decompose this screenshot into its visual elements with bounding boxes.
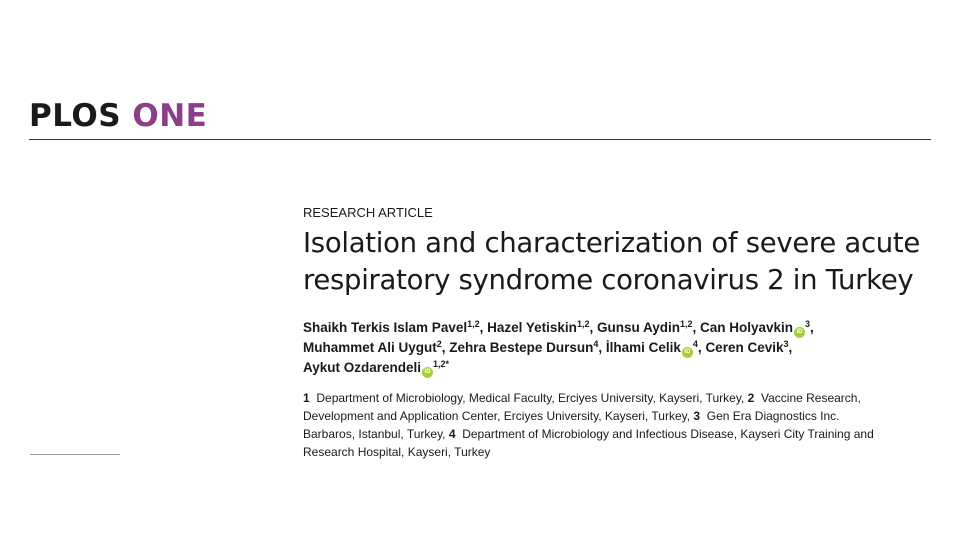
orcid-icon[interactable]: iD bbox=[794, 327, 805, 338]
author-name: Ceren Cevik bbox=[705, 340, 784, 355]
sidebar-divider bbox=[30, 454, 120, 455]
author-name: Zehra Bestepe Dursun bbox=[449, 340, 594, 355]
affiliation-text-part-b: Development and Application Center, Erciyes University, Kayseri, Turkey, bbox=[303, 409, 691, 423]
journal-logo bbox=[29, 96, 207, 136]
author-affiliation: 1,2 bbox=[576, 319, 590, 329]
logo-one: ONE bbox=[132, 98, 208, 134]
author-name: Muhammet Ali Uygut bbox=[303, 340, 437, 355]
author-line-3 bbox=[303, 358, 943, 378]
author-affiliation: 1,2 bbox=[467, 319, 480, 329]
author-name: Gunsu Aydin bbox=[596, 320, 680, 335]
author-affiliation-numbers: 1,2 bbox=[433, 359, 446, 369]
affiliation-line-1 bbox=[303, 389, 943, 407]
affiliation-number: 3 bbox=[693, 409, 701, 423]
author-affiliation: 1,2 bbox=[679, 319, 693, 329]
author-list bbox=[303, 318, 943, 378]
affiliation-text-part-a: Department of Microbiology and Infectious Disease, Kayseri City Training and bbox=[462, 427, 874, 441]
author-affiliation: 3 bbox=[783, 339, 789, 349]
affiliation-number: 4 bbox=[448, 427, 456, 441]
orcid-icon[interactable]: iD bbox=[422, 367, 433, 378]
author-line-1: Shaikh Terkis Islam Pavel$^{1,2}$, Hazel Yetiskin$^{1,2}$, Gunsu Aydin$^{1,2}$, Can Holyavkin $iD^3$, bbox=[303, 318, 943, 338]
article-type-label: RESEARCH ARTICLE bbox=[303, 205, 433, 220]
affiliation-text-part-b: Research Hospital, Kayseri, Turkey bbox=[303, 445, 491, 459]
author-affiliation bbox=[433, 359, 449, 369]
author-affiliation: 4 bbox=[692, 339, 698, 349]
author-name: Shaikh Terkis Islam Pavel bbox=[303, 320, 468, 335]
orcid-icon[interactable]: iD bbox=[682, 347, 693, 358]
affiliation-line-4 bbox=[303, 443, 943, 461]
affiliation-number: 1 bbox=[303, 391, 310, 405]
author-affiliation: 2 bbox=[436, 339, 442, 349]
affiliation-text: Department of Microbiology, Medical Faculty, Erciyes University, Kayseri, Turkey, bbox=[316, 391, 745, 405]
affiliation-text-part-a: Vaccine Research, bbox=[760, 391, 861, 405]
affiliation-line-3 bbox=[303, 425, 943, 443]
affiliation-line-2 bbox=[303, 407, 943, 425]
header-divider bbox=[29, 139, 931, 140]
affiliation-number: 2 bbox=[747, 391, 755, 405]
affiliation-text-part-a: Gen Era Diagnostics Inc. bbox=[706, 409, 840, 423]
author-line-2: Muhammet Ali Uygut$^2$, Zehra Bestepe Dursun$^4$, İlhami Celik $iD^4$, Ceren Cevik$^3$, bbox=[303, 338, 943, 358]
author-name: İlhami Celik bbox=[605, 340, 681, 355]
title-line-2: respiratory syndrome coronavirus 2 in Turkey bbox=[303, 264, 914, 296]
author-name: Aykut Ozdarendeli bbox=[303, 360, 422, 375]
author-name: Can Holyavkin bbox=[700, 320, 794, 335]
affiliation-text-part-b: Barbaros, Istanbul, Turkey, bbox=[303, 427, 446, 441]
author-affiliation: 3 bbox=[805, 319, 811, 329]
author-name: Hazel Yetiskin bbox=[487, 320, 577, 335]
author-affiliation: 4 bbox=[593, 339, 599, 349]
corresponding-author-mark: * bbox=[445, 359, 450, 369]
affiliation-list bbox=[303, 389, 943, 461]
logo-plos: PLOS bbox=[29, 98, 122, 134]
title-line-1: Isolation and characterization of severe acute bbox=[303, 227, 921, 259]
article-title bbox=[303, 225, 943, 299]
